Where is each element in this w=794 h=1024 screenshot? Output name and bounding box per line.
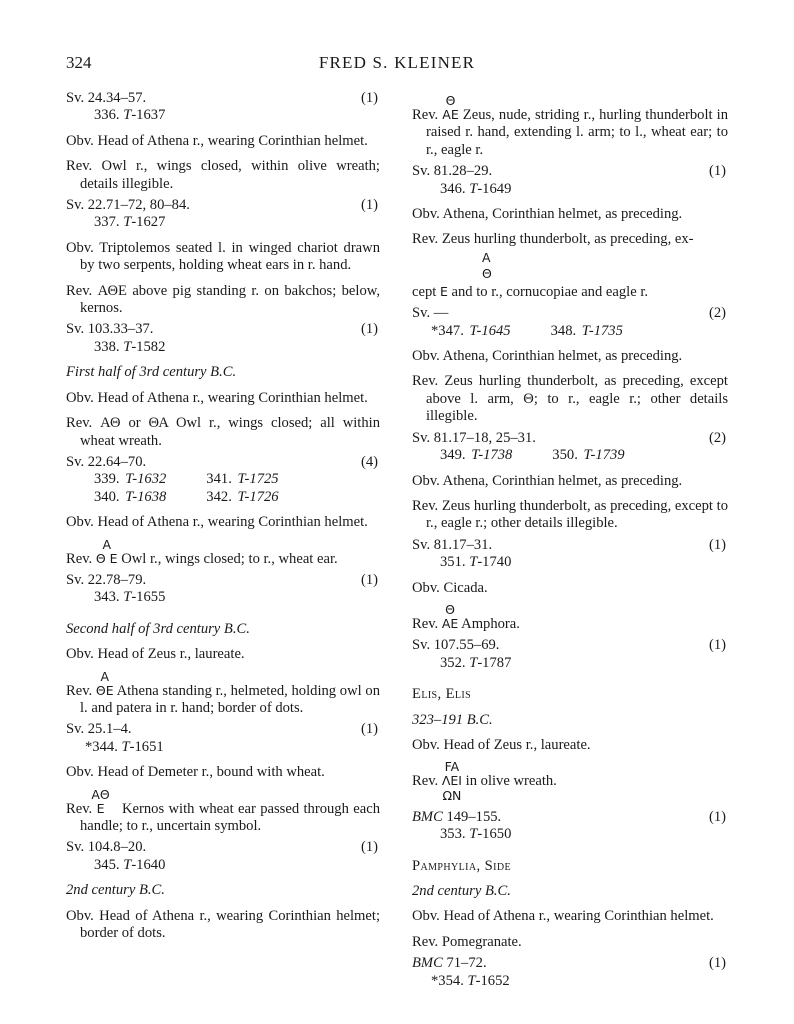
catalog-number: *344. T-1651 bbox=[85, 738, 164, 755]
catalog-number: 340. T-1638 342. T-1726 bbox=[94, 488, 279, 505]
reverse-text: Rev. FA ΛEI ΩN in olive wreath. bbox=[412, 759, 557, 804]
obverse-text: Obv. Head of Athena r., wearing Corinthian helmet. bbox=[412, 908, 714, 925]
right-column bbox=[412, 90, 728, 998]
sv-reference: Sv. 24.34–57. (1) bbox=[66, 90, 378, 106]
obverse-text: Obv. Head of Athena r., wearing Corinthian helmet. bbox=[66, 132, 368, 149]
section-heading: 2nd century B.C. bbox=[412, 883, 511, 899]
catalog-number: 336. T-1637 bbox=[94, 107, 166, 124]
reverse-text: Rev. Θ AE Zeus, nude, striding r., hurling thunderbolt in raised r. hand, extending l. arm; to l., wheat ear; to r., eagle r. bbox=[412, 93, 728, 158]
sv-reference: Sv. 81.17–18, 25–31. (2) bbox=[412, 429, 726, 446]
obverse-text: Obv. Athena, Corinthian helmet, as preceding. bbox=[412, 348, 683, 365]
sv-reference: Sv. 103.33–37. (1) bbox=[66, 321, 378, 338]
monogram: Θ AE bbox=[442, 93, 459, 122]
sv-reference: Sv. 22.71–72, 80–84. (1) bbox=[66, 197, 378, 214]
section-heading: First half of 3rd century B.C. bbox=[66, 364, 237, 381]
catalog-number: *354. T-1652 bbox=[431, 972, 510, 989]
reverse-text: Rev. ΑΘ or ΘΑ Owl r., wings closed; all within wheat wreath. bbox=[66, 415, 380, 449]
running-head: FRED S. KLEINER bbox=[318, 53, 476, 72]
sv-reference: Sv. 81.17–31. (1) bbox=[412, 536, 726, 553]
obverse-text: Obv. Triptolemos seated l. in winged chariot drawn by two serpents, holding wheat ears in r. hand. bbox=[66, 239, 380, 274]
reverse-text: Rev. Zeus hurling thunderbolt, as preceding, except above l. arm, Θ; to r., eagle r.; other details illegible. bbox=[412, 373, 728, 425]
obverse-text: Obv. Head of Athena r., wearing Corinthian helmet. bbox=[66, 514, 368, 531]
region-heading: Elis, Elis bbox=[412, 686, 472, 703]
page-header bbox=[0, 53, 794, 81]
catalog-number: 339. T-1632 341. T-1725 bbox=[94, 471, 279, 488]
catalog-number: 346. T-1649 bbox=[440, 180, 512, 197]
page-number: 324 bbox=[66, 53, 92, 72]
bmc-reference: BMC 71–72. (1) bbox=[412, 955, 726, 972]
left-column bbox=[66, 90, 384, 950]
bmc-reference: BMC 149–155. (1) bbox=[412, 808, 726, 825]
reverse-text: Rev. A ΘE Athena standing r., helmeted, holding owl on l. and patera in r. hand; border of dots. bbox=[66, 668, 380, 716]
reverse-text: Rev. Zeus hurling thunderbolt, as preceding, ex- bbox=[412, 231, 694, 248]
obverse-text: Obv. Athena, Corinthian helmet, as preceding. bbox=[412, 206, 683, 223]
obverse-text: Obv. Head of Athena r., wearing Corinthian helmet. bbox=[66, 389, 368, 406]
reverse-text: Rev. ΑΘΕ above pig standing r. on bakchos; below, kernos. bbox=[66, 282, 380, 317]
obverse-text: Obv. Cicada. bbox=[412, 579, 488, 596]
monogram: Θ AE bbox=[441, 601, 459, 631]
monogram: FA ΛEI ΩN bbox=[441, 759, 462, 804]
catalog-number: 345. T-1640 bbox=[94, 856, 166, 873]
catalog-number: 352. T-1787 bbox=[440, 654, 512, 671]
reverse-text: Rev. Pomegranate. bbox=[412, 933, 522, 950]
sv-reference: Sv. 22.64–70. (4) bbox=[66, 453, 378, 470]
obverse-text: Obv. Head of Zeus r., laureate. bbox=[66, 646, 245, 663]
catalog-number: 353. T-1650 bbox=[440, 826, 512, 843]
sv-reference: Sv. 81.28–29. (1) bbox=[412, 163, 726, 180]
section-heading: 323–191 B.C. bbox=[412, 711, 493, 728]
catalog-number: 337. T-1627 bbox=[94, 214, 166, 231]
reverse-text: Rev. Zeus hurling thunderbolt, as preceding, except to r., eagle r.; other details illegible. bbox=[412, 497, 728, 532]
catalog-number: 338. T-1582 bbox=[94, 338, 166, 355]
catalog-number: *347. T-1645 348. T-1735 bbox=[431, 322, 623, 339]
sv-reference: Sv. — (2) bbox=[412, 305, 726, 322]
catalog-number: 343. T-1655 bbox=[94, 589, 166, 606]
monogram: A ΘE bbox=[95, 668, 114, 698]
monogram: AΘ E bbox=[91, 786, 110, 816]
reverse-text: Rev. Θ AE Amphora. bbox=[412, 601, 520, 632]
sv-reference: Sv. 22.78–79. (1) bbox=[66, 571, 378, 588]
reverse-text-cont: cept E and to r., cornucopiae and eagle r. bbox=[412, 283, 649, 300]
obverse-text: Obv. Athena, Corinthian helmet, as preceding. bbox=[412, 472, 683, 489]
obverse-text: Obv. Head of Demeter r., bound with wheat. bbox=[66, 764, 325, 781]
reverse-text: Rev. AΘ E Kernos with wheat ear passed through each handle; to r., uncertain symbol. bbox=[66, 786, 384, 834]
region-heading: Pamphylia, Side bbox=[412, 857, 511, 874]
catalog-number: 349. T-1738 350. T-1739 bbox=[440, 447, 625, 464]
obverse-text: Obv. Head of Athena r., wearing Corinthian helmet; border of dots. bbox=[66, 907, 380, 942]
sv-reference: Sv. 107.55–69. (1) bbox=[412, 637, 726, 654]
section-heading: Second half of 3rd century B.C. bbox=[66, 620, 250, 637]
monogram: A Θ bbox=[482, 249, 492, 281]
sv-reference: Sv. 25.1–4. (1) bbox=[66, 721, 378, 738]
obverse-text: Obv. Head of Zeus r., laureate. bbox=[412, 736, 591, 753]
sv-reference: Sv. 104.8–20. (1) bbox=[66, 839, 378, 856]
section-heading: 2nd century B.C. bbox=[66, 882, 165, 899]
reverse-text: Rev. A Θ E Owl r., wings closed; to r., wheat ear. bbox=[66, 536, 338, 567]
reverse-text: Rev. Owl r., wings closed, within olive wreath; details illegible. bbox=[66, 158, 380, 192]
catalog-number: 351. T-1740 bbox=[440, 554, 512, 571]
monogram: A Θ E bbox=[95, 536, 118, 566]
